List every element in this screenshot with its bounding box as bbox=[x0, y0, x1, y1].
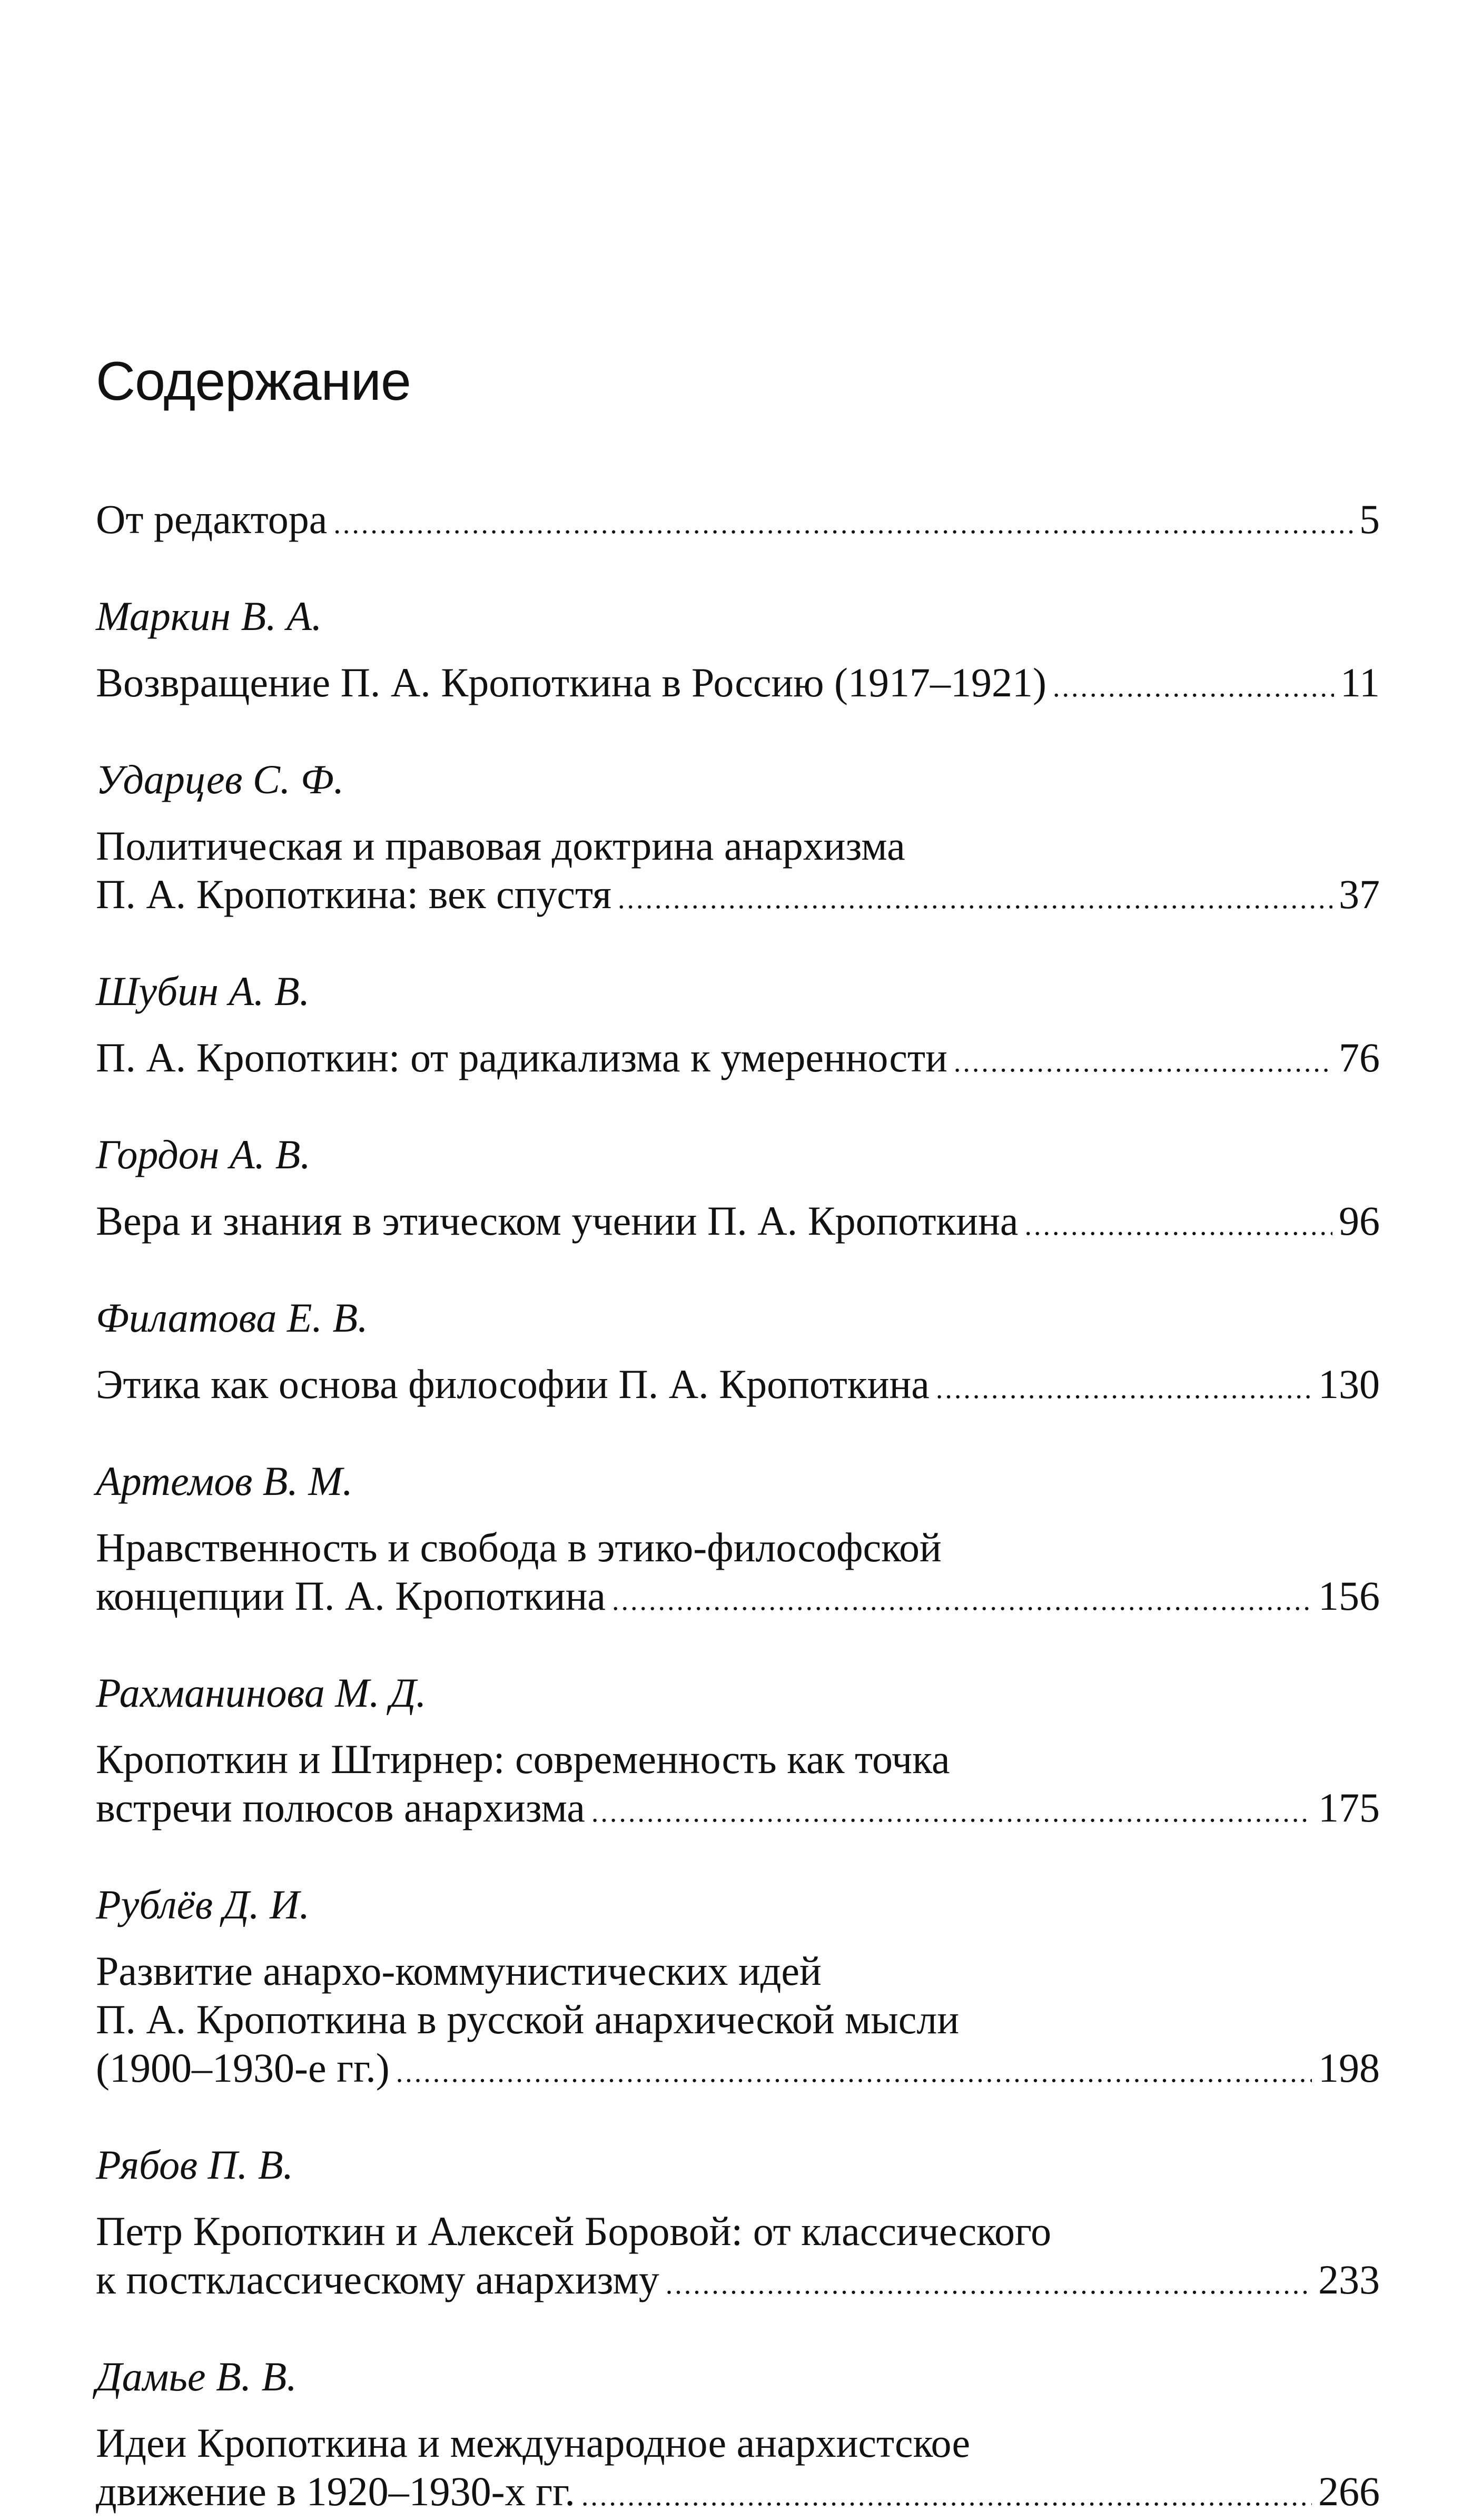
toc-page-number: 130 bbox=[1318, 1361, 1380, 1407]
toc-page-number: 175 bbox=[1318, 1785, 1380, 1830]
toc-entry bbox=[96, 592, 1380, 707]
toc-entry-title: концепции П. А. Кропоткина bbox=[96, 1573, 606, 1619]
toc-author: Артемов В. М. bbox=[96, 1458, 353, 1504]
toc-entry-line bbox=[96, 1572, 1380, 1620]
toc-entry-line bbox=[96, 2256, 1380, 2304]
toc-entry-line bbox=[96, 1995, 1380, 2044]
toc-entry-title: Вера и знания в этическом учении П. А. Кропоткина bbox=[96, 1198, 1019, 1244]
table-of-contents bbox=[96, 495, 1380, 2516]
toc-entry-title: Нравственность и свобода в этико-философской bbox=[96, 1524, 942, 1570]
toc-entry-line bbox=[96, 1784, 1380, 1832]
toc-entry-title: (1900–1930-е гг.) bbox=[96, 2045, 390, 2091]
toc-entry-title: П. А. Кропоткина: век спустя bbox=[96, 871, 611, 917]
toc-page-number: 76 bbox=[1339, 1035, 1380, 1080]
toc-leader-dots bbox=[618, 874, 1332, 923]
toc-entry bbox=[96, 755, 1380, 919]
toc-entry-line bbox=[96, 822, 1380, 870]
toc-page-number: 96 bbox=[1339, 1198, 1380, 1244]
toc-entry bbox=[96, 1669, 1380, 1832]
toc-entry-title: Политическая и правовая доктрина анархизма bbox=[96, 823, 905, 869]
toc-entry bbox=[96, 2352, 1380, 2516]
toc-leader-dots bbox=[612, 1576, 1312, 1625]
toc-page-number: 37 bbox=[1339, 871, 1380, 917]
toc-entry-line bbox=[96, 1523, 1380, 1572]
toc-entry-line bbox=[96, 2467, 1380, 2516]
toc-page-number: 233 bbox=[1318, 2257, 1380, 2302]
toc-author: Гордон А. В. bbox=[96, 1131, 311, 1177]
toc-entry-title: движение в 1920–1930-х гг. bbox=[96, 2468, 575, 2514]
toc-entry-line bbox=[96, 1947, 1380, 1995]
toc-entry-title: Петр Кропоткин и Алексей Боровой: от классического bbox=[96, 2208, 1052, 2254]
toc-leader-dots bbox=[581, 2472, 1312, 2520]
toc-page-number: 5 bbox=[1359, 496, 1380, 542]
toc-entry-line bbox=[96, 2207, 1380, 2256]
toc-entry-title: Идеи Кропоткина и международное анархистское bbox=[96, 2420, 971, 2466]
toc-entry-line bbox=[96, 658, 1380, 707]
toc-author: Дамье В. В. bbox=[96, 2354, 297, 2399]
toc-entry-line bbox=[96, 1360, 1380, 1409]
toc-page-number: 198 bbox=[1318, 2045, 1380, 2091]
toc-page-number: 11 bbox=[1340, 659, 1380, 705]
toc-entry-title: встречи полюсов анархизма bbox=[96, 1785, 585, 1830]
toc-entry-title: П. А. Кропоткин: от радикализма к умеренности bbox=[96, 1035, 947, 1080]
toc-entry-line bbox=[96, 1735, 1380, 1784]
toc-page-number: 266 bbox=[1318, 2468, 1380, 2514]
toc-entry bbox=[96, 2141, 1380, 2304]
toc-entry bbox=[96, 1294, 1380, 1409]
toc-entry-line bbox=[96, 2419, 1380, 2467]
toc-author: Рублёв Д. И. bbox=[96, 1882, 310, 1927]
toc-entry-title: к постклассическому анархизму bbox=[96, 2257, 659, 2302]
toc-author: Ударцев С. Ф. bbox=[96, 756, 344, 802]
toc-author: Рахманинова М. Д. bbox=[96, 1670, 427, 1716]
toc-leader-dots bbox=[333, 499, 1353, 548]
toc-entry bbox=[96, 1457, 1380, 1620]
toc-leader-dots bbox=[396, 2048, 1312, 2096]
toc-entry bbox=[96, 1130, 1380, 1245]
toc-entry-line bbox=[96, 870, 1380, 919]
toc-leader-dots bbox=[954, 1038, 1332, 1086]
toc-leader-dots bbox=[1053, 663, 1334, 711]
toc-entry bbox=[96, 1881, 1380, 2092]
toc-entry-line bbox=[96, 495, 1380, 544]
toc-author: Филатова Е. В. bbox=[96, 1295, 368, 1341]
toc-leader-dots bbox=[666, 2260, 1312, 2308]
toc-leader-dots bbox=[1024, 1201, 1332, 1249]
toc-leader-dots bbox=[936, 1364, 1312, 1413]
toc-entry-title: П. А. Кропоткина в русской анархической мысли bbox=[96, 1996, 960, 2042]
toc-author: Маркин В. А. bbox=[96, 593, 322, 639]
toc-author: Шубин А. В. bbox=[96, 968, 310, 1014]
toc-entry-title: Кропоткин и Штирнер: современность как точка bbox=[96, 1736, 950, 1782]
toc-entry-line bbox=[96, 1197, 1380, 1245]
toc-entry-line bbox=[96, 1033, 1380, 1082]
toc-entry bbox=[96, 495, 1380, 544]
toc-entry bbox=[96, 967, 1380, 1082]
toc-entry-title: От редактора bbox=[96, 496, 328, 542]
page-title: Содержание bbox=[96, 351, 411, 412]
document-page bbox=[84, 0, 1380, 2514]
toc-entry-title: Возвращение П. А. Кропоткина в Россию (1917–1921) bbox=[96, 659, 1046, 705]
toc-entry-title: Развитие анархо-коммунистических идей bbox=[96, 1948, 822, 1994]
toc-page-number: 156 bbox=[1318, 1573, 1380, 1619]
toc-author: Рябов П. В. bbox=[96, 2142, 293, 2188]
toc-leader-dots bbox=[591, 1788, 1312, 1836]
toc-entry-line bbox=[96, 2044, 1380, 2092]
toc-entry-title: Этика как основа философии П. А. Кропоткина bbox=[96, 1361, 930, 1407]
